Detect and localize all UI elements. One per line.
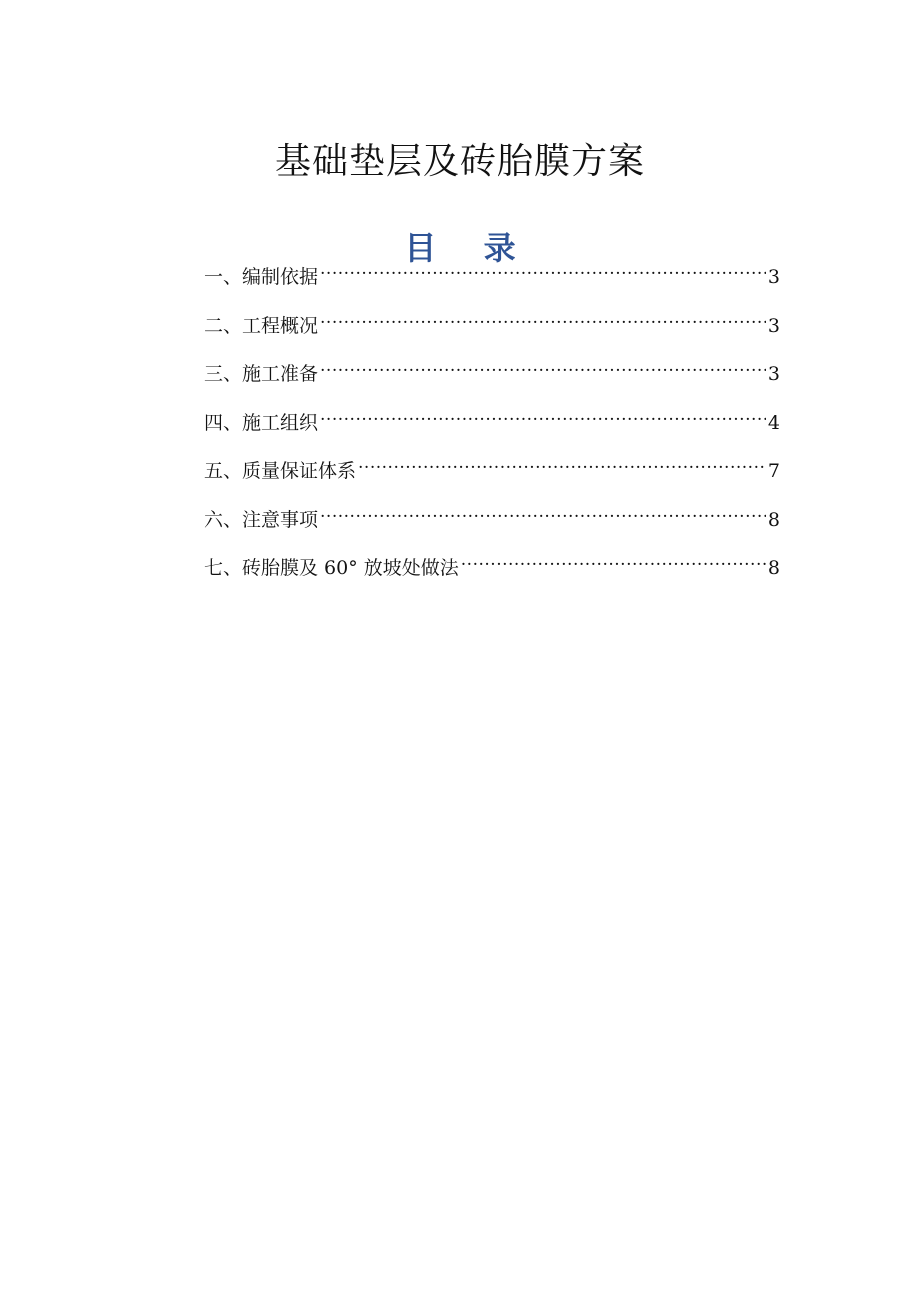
table-of-contents bbox=[204, 255, 780, 595]
toc-heading: 目 录 bbox=[404, 228, 534, 267]
toc-dot-leader bbox=[320, 401, 766, 429]
toc-dot-leader bbox=[461, 546, 766, 574]
toc-entry[interactable] bbox=[204, 352, 780, 401]
toc-entry[interactable] bbox=[204, 255, 780, 304]
toc-dot-leader bbox=[358, 449, 766, 477]
toc-entry-label: 一、编制依据 bbox=[204, 266, 319, 288]
toc-entry-page-number: 3 bbox=[767, 363, 780, 385]
toc-entry-label: 六、注意事项 bbox=[204, 508, 319, 531]
toc-entry-page-number: 3 bbox=[767, 314, 780, 337]
toc-entry[interactable] bbox=[204, 304, 780, 353]
toc-dot-leader bbox=[320, 304, 766, 332]
toc-entry-label: 七、砖胎膜及 60° 放坡处做法 bbox=[204, 557, 459, 579]
toc-entry[interactable] bbox=[204, 546, 780, 595]
toc-dot-leader bbox=[320, 255, 766, 283]
document-title: 基础垫层及砖胎膜方案 bbox=[274, 141, 645, 183]
toc-entry-page-number: 7 bbox=[767, 460, 780, 482]
toc-entry[interactable] bbox=[204, 401, 780, 450]
toc-entry[interactable] bbox=[204, 449, 780, 498]
toc-entry-page-number: 3 bbox=[767, 266, 780, 288]
toc-dot-leader bbox=[320, 498, 766, 526]
toc-entry-page-number: 8 bbox=[767, 508, 780, 531]
toc-entry[interactable] bbox=[204, 498, 780, 547]
toc-entry-label: 四、施工组织 bbox=[204, 411, 319, 434]
toc-dot-leader bbox=[320, 352, 766, 380]
toc-entry-page-number: 4 bbox=[767, 411, 780, 434]
toc-entry-label: 二、工程概况 bbox=[204, 314, 319, 337]
toc-entry-page-number: 8 bbox=[767, 557, 780, 579]
toc-entry-label: 五、质量保证体系 bbox=[204, 460, 357, 482]
toc-entry-label: 三、施工准备 bbox=[204, 363, 319, 385]
